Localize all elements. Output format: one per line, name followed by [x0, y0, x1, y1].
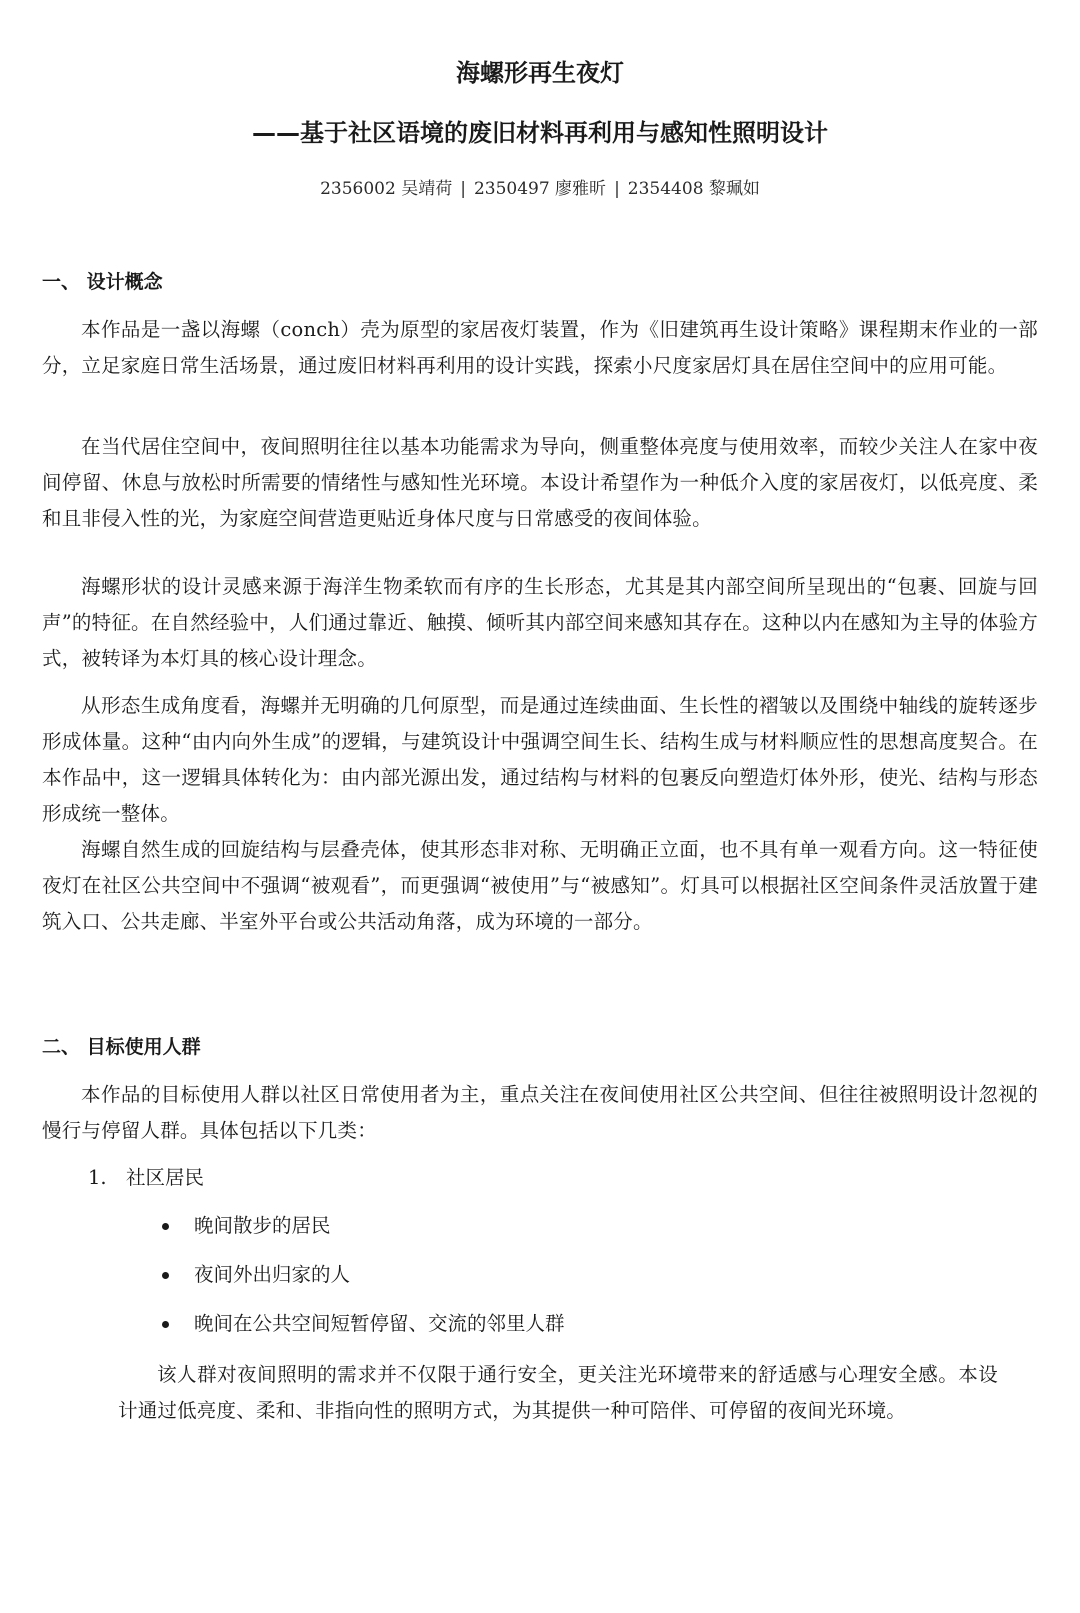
- item-number: 1.: [88, 1166, 107, 1189]
- paragraph: 从形态生成角度看，海螺并无明确的几何原型，而是通过连续曲面、生长性的褶皱以及围绕中轴线的旋转逐步形成体量。这种“由内向外生成”的逻辑，与建筑设计中强调空间生长、结构生成与材料顺应性的思想高度契合。在本作品中，这一逻辑具体转化为：由内部光源出发，通过结构与材料的包裹反向塑造灯体外形，使光、结构与形态形成统一整体。: [42, 694, 1038, 825]
- list-item: [160, 1208, 565, 1257]
- list-item-text: 晚间散步的居民: [194, 1214, 331, 1237]
- list-item-text: 晚间在公共空间短暂停留、交流的邻里人群: [194, 1312, 565, 1335]
- paragraph: 在当代居住空间中，夜间照明往往以基本功能需求为导向，侧重整体亮度与使用效率，而较少关注人在家中夜间停留、休息与放松时所需要的情绪性与感知性光环境。本设计希望作为一种低介入度的家居夜灯，以低亮度、柔和且非侵入性的光，为家庭空间营造更贴近身体尺度与日常感受的夜间体验。: [42, 435, 1038, 530]
- bullet-icon: [162, 1223, 169, 1230]
- list-item: [160, 1306, 565, 1355]
- bullet-icon: [162, 1321, 169, 1328]
- author-1: 2356002 吴靖荷: [320, 179, 453, 199]
- list-item-text: 夜间外出归家的人: [194, 1263, 351, 1286]
- author-separator: |: [460, 179, 466, 199]
- paragraph: 本作品的目标使用人群以社区日常使用者为主，重点关注在夜间使用社区公共空间、但往往被照明设计忽视的慢行与停留人群。具体包括以下几类：: [42, 1083, 1038, 1142]
- list-item: [160, 1257, 565, 1306]
- paragraph: 海螺形状的设计灵感来源于海洋生物柔软而有序的生长形态，尤其是其内部空间所呈现出的“包裹、回旋与回声”的特征。在自然经验中，人们通过靠近、触摸、倾听其内部空间来感知其存在。这种以内在感知为主导的体验方式，被转译为本灯具的核心设计理念。: [42, 575, 1038, 670]
- bullet-list: [160, 1208, 565, 1355]
- item-label: 社区居民: [126, 1166, 205, 1189]
- author-2: 2350497 廖雅昕: [473, 179, 607, 199]
- numbered-item: [88, 1160, 204, 1196]
- paragraph: 该人群对夜间照明的需求并不仅限于通行安全，更关注光环境带来的舒适感与心理安全感。本设计通过低亮度、柔和、非指向性的照明方式，为其提供一种可陪伴、可停留的夜间光环境。: [118, 1363, 998, 1422]
- section-heading-design-concept: 一、 设计概念: [42, 271, 163, 293]
- paragraph: 本作品是一盏以海螺（conch）壳为原型的家居夜灯装置，作为《旧建筑再生设计策略》课程期末作业的一部分，立足家庭日常生活场景，通过废旧材料再利用的设计实践，探索小尺度家居灯具在居住空间中的应用可能。: [42, 318, 1038, 377]
- author-line: [0, 176, 1080, 202]
- author-separator: |: [614, 179, 620, 199]
- document-title: 海螺形再生夜灯: [456, 59, 624, 87]
- section-heading-target-users: 二、 目标使用人群: [42, 1036, 201, 1058]
- document-subtitle: ——基于社区语境的废旧材料再利用与感知性照明设计: [252, 119, 828, 147]
- paragraph: 海螺自然生成的回旋结构与层叠壳体，使其形态非对称、无明确正立面，也不具有单一观看方向。这一特征使夜灯在社区公共空间中不强调“被观看”，而更强调“被使用”与“被感知”。灯具可以根据社区空间条件灵活放置于建筑入口、公共走廊、半室外平台或公共活动角落，成为环境的一部分。: [42, 838, 1038, 933]
- bullet-icon: [162, 1272, 169, 1279]
- author-3: 2354408 黎珮如: [627, 179, 760, 199]
